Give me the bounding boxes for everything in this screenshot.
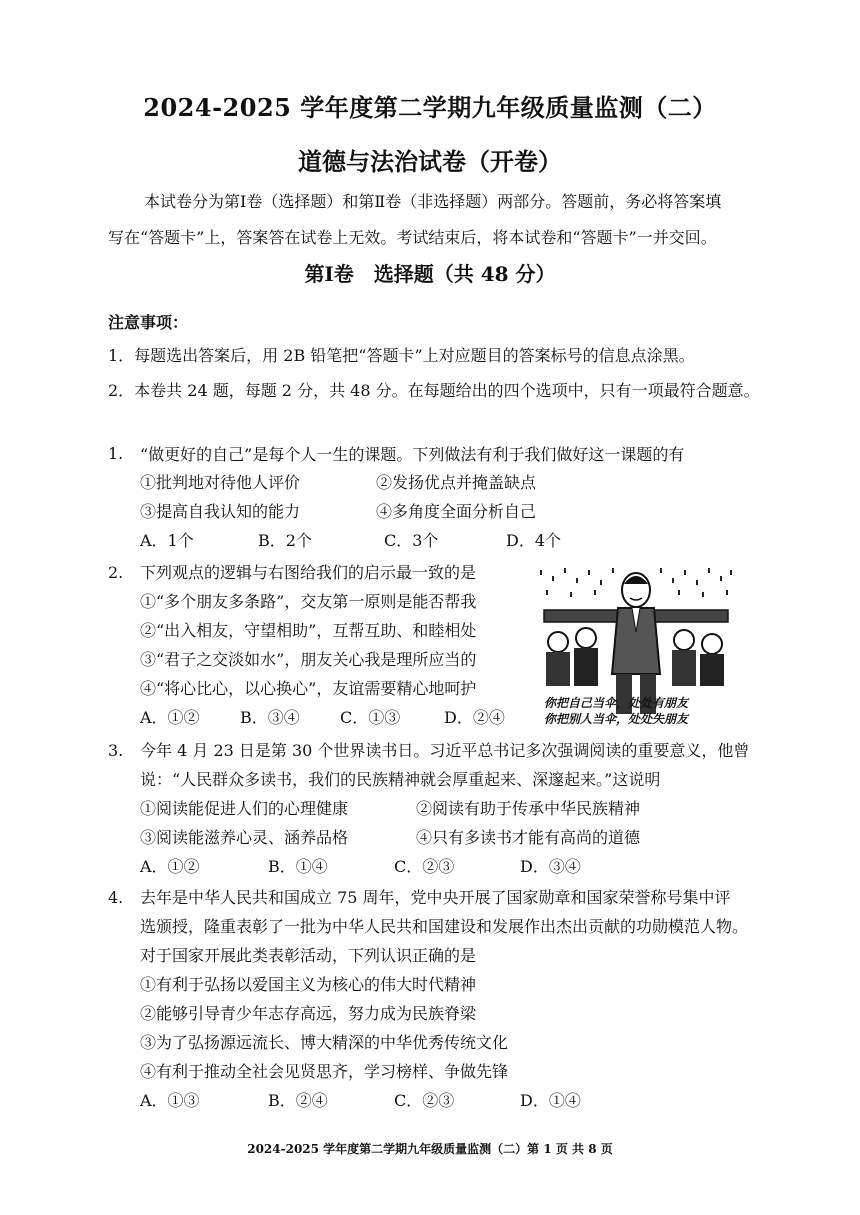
question-4-stem: 选颁授，隆重表彰了一批为中华人民共和国建设和发展作出杰出贡献的功勋模范人物。 bbox=[140, 917, 749, 936]
question-1-option: ④多角度全面分析自己 bbox=[376, 502, 537, 521]
intro-paragraph bbox=[108, 184, 768, 256]
question-3-number: 3. bbox=[108, 741, 124, 760]
question-1-choice: C．3个 bbox=[384, 531, 439, 550]
question-3-stem: 今年 4 月 23 日是第 30 个世界读书日。习近平总书记多次强调阅读的重要意义，他曾 bbox=[140, 741, 750, 760]
notes-heading: 注意事项： bbox=[108, 313, 189, 332]
question-2-option: ③“君子之交淡如水”，朋友关心我是理所应当的 bbox=[140, 650, 477, 669]
question-4-stem: 对于国家开展此类表彰活动，下列认识正确的是 bbox=[140, 946, 477, 965]
question-2-choice: A．①② bbox=[140, 708, 200, 727]
question-2-option: ①“多个朋友多条路”，交友第一原则是能否帮我 bbox=[140, 592, 477, 611]
question-1-number: 1. bbox=[108, 444, 124, 463]
question-3-option: ④只有多读书才能有高尚的道德 bbox=[416, 828, 641, 847]
question-4-choice: C．②③ bbox=[394, 1091, 455, 1110]
note-item: 1．每题选出答案后，用 2B 铅笔把“答题卡”上对应题目的答案标号的信息点涂黑。 bbox=[108, 346, 695, 365]
note-item: 2．本卷共 24 题，每题 2 分，共 48 分。在每题给出的四个选项中，只有一项最符合题意。 bbox=[108, 381, 760, 400]
question-3-option: ②阅读有助于传承中华民族精神 bbox=[416, 799, 641, 818]
question-4-number: 4. bbox=[108, 888, 124, 907]
page-footer: 2024-2025 学年度第二学期九年级质量监测（二）第 1 页 共 8 页 bbox=[247, 1142, 613, 1156]
exam-subtitle: 道德与法治试卷（开卷） bbox=[298, 147, 562, 176]
question-1-choice: B．2个 bbox=[258, 531, 312, 550]
question-1-option: ③提高自我认知的能力 bbox=[140, 502, 301, 521]
question-2-stem: 下列观点的逻辑与右图给我们的启示最一致的是 bbox=[140, 563, 477, 582]
question-4-choice: D．①④ bbox=[520, 1091, 581, 1110]
question-4-option: ③为了弘扬源远流长、博大精深的中华优秀传统文化 bbox=[140, 1033, 509, 1052]
question-2-choice: B．③④ bbox=[240, 708, 300, 727]
question-3-choice: C．②③ bbox=[394, 857, 455, 876]
question-4-choice: B．②④ bbox=[268, 1091, 328, 1110]
exam-title: 2024-2025 学年度第二学期九年级质量监测（二） bbox=[143, 93, 717, 122]
question-1-stem: “做更好的自己”是每个人一生的课题。下列做法有利于我们做好这一课题的有 bbox=[140, 445, 685, 464]
question-3-choice: A．①② bbox=[140, 857, 200, 876]
question-2-choice: D．②④ bbox=[444, 708, 505, 727]
question-4-option: ①有利于弘扬以爱国主义为核心的伟大时代精神 bbox=[140, 975, 477, 994]
question-2-option: ②“出入相友，守望相助”，互帮互助、和睦相处 bbox=[140, 621, 477, 640]
section-title: 第Ⅰ卷 选择题（共 48 分） bbox=[304, 262, 556, 286]
question-1-choice: D．4个 bbox=[506, 531, 562, 550]
question-1-option: ①批判地对待他人评价 bbox=[140, 473, 301, 492]
question-4-option: ④有利于推动全社会见贤思齐，学习榜样、争做先锋 bbox=[140, 1062, 509, 1081]
cartoon-caption-line-1: 你把自己当伞，处处有朋友 bbox=[544, 696, 689, 710]
question-3-option: ③阅读能滋养心灵、涵养品格 bbox=[140, 828, 349, 847]
question-2-number: 2. bbox=[108, 563, 124, 582]
intro-line-2: 写在“答题卡”上，答案答在试卷上无效。考试结束后，将本试卷和“答题卡”一并交回。 bbox=[108, 228, 717, 247]
question-3-choice: B．①④ bbox=[268, 857, 328, 876]
question-3-option: ①阅读能促进人们的心理健康 bbox=[140, 799, 349, 818]
question-2-choice: C．①③ bbox=[340, 708, 401, 727]
question-3-choice: D．③④ bbox=[520, 857, 581, 876]
cartoon-caption-line-2: 你把别人当伞，处处失朋友 bbox=[544, 712, 689, 726]
intro-line-1: 本试卷分为第Ⅰ卷（选择题）和第Ⅱ卷（非选择题）两部分。答题前，务必将答案填 bbox=[144, 192, 722, 211]
question-4-stem: 去年是中华人民共和国成立 75 周年，党中央开展了国家勋章和国家荣誉称号集中评 bbox=[140, 888, 731, 907]
question-1-option: ②发扬优点并掩盖缺点 bbox=[376, 473, 537, 492]
question-4-option: ②能够引导青少年志存高远，努力成为民族脊梁 bbox=[140, 1004, 477, 1023]
question-2-option: ④“将心比心，以心换心”，友谊需要精心地呵护 bbox=[140, 679, 477, 698]
question-1-choice: A．1个 bbox=[140, 531, 194, 550]
question-4-choice: A．①③ bbox=[140, 1091, 200, 1110]
question-3-stem: 说：“人民群众多读书，我们的民族精神就会厚重起来、深邃起来。”这说明 bbox=[140, 770, 661, 789]
